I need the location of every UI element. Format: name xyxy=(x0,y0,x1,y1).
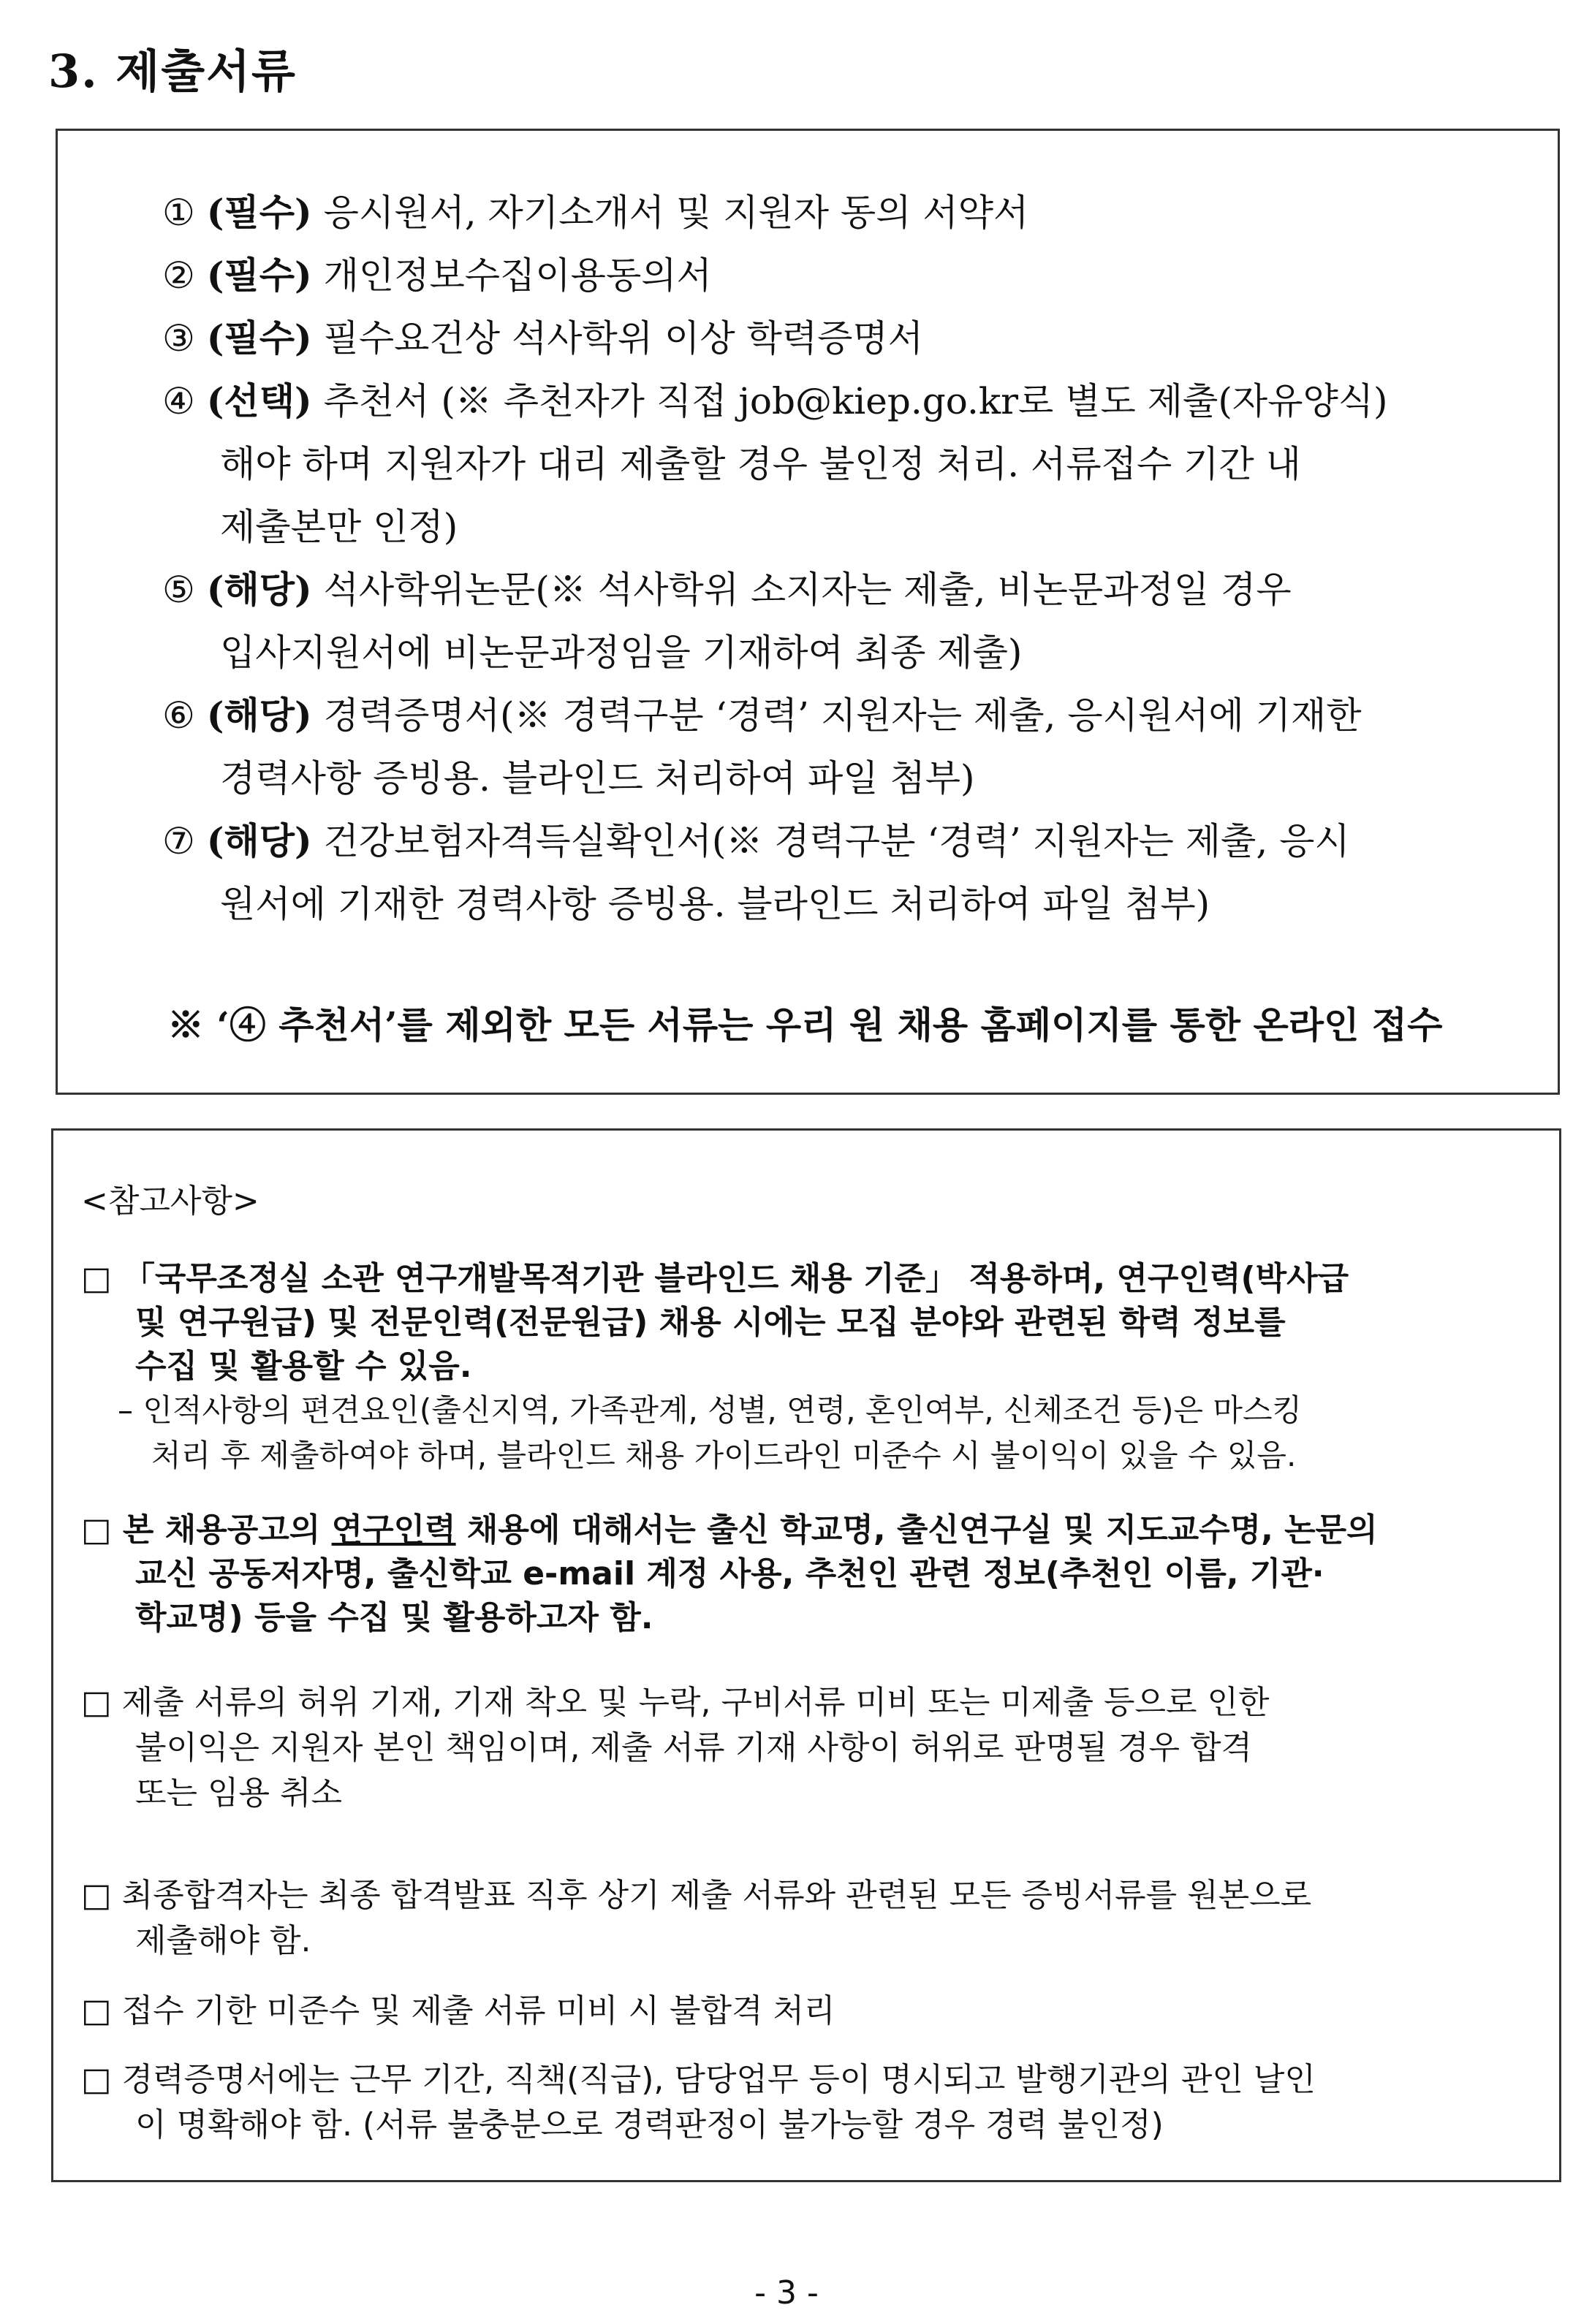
item-text: 석사학위논문(※ 석사학위 소지자는 제출, 비논문과정일 경우 xyxy=(323,569,1292,611)
item-number: ① xyxy=(162,191,195,234)
item-text: 본 채용공고의 xyxy=(122,1511,332,1549)
item-tag: (필수) xyxy=(206,316,312,360)
item-text-continued: 수집 및 활용할 수 있음. xyxy=(135,1348,472,1385)
item-tag: (해당) xyxy=(206,819,312,862)
item-text: 필수요건상 석사학위 이상 학력증명서 xyxy=(323,317,924,360)
reference-item-6 xyxy=(81,2053,1316,2100)
item-text-continued: 제출해야 함. xyxy=(135,1922,311,1959)
document-item-4 xyxy=(162,372,1388,425)
item-text: 채용에 대해서는 출신 학교명, 출신연구실 및 지도교수명, 논문의 xyxy=(455,1511,1378,1549)
item-text-continued: 제출본만 인정) xyxy=(220,506,458,548)
checkbox-bullet: □ xyxy=(81,1877,112,1914)
item-text-continued: 및 연구원급) 및 전문인력(전문원급) 채용 시에는 모집 분야와 관련된 학력 정보를 xyxy=(135,1304,1286,1341)
document-item-3 xyxy=(162,309,923,362)
item-text-continued: 입사지원서에 비논문과정임을 기재하여 최종 제출) xyxy=(220,631,1023,674)
item-text: 제출 서류의 허위 기재, 기재 착오 및 누락, 구비서류 미비 또는 미제출 등으로 인한 xyxy=(121,1684,1270,1721)
item-tag: (필수) xyxy=(206,254,312,297)
item-number: ② xyxy=(162,254,195,297)
reference-item-1 xyxy=(81,1252,1349,1299)
sub-note: – 인적사항의 편견요인(출신지역, 가족관계, 성별, 연령, 혼인여부, 신체조건 등)은 마스킹 xyxy=(118,1392,1303,1428)
reference-item-5 xyxy=(81,1984,835,2031)
sub-note-continued: 처리 후 제출하여야 하며, 블라인드 채용 가이드라인 미준수 시 불이익이 있을 수 있음. xyxy=(151,1438,1297,1473)
checkbox-bullet: □ xyxy=(81,1684,112,1721)
checkbox-bullet: □ xyxy=(81,1992,112,2029)
reference-item-4 xyxy=(81,1869,1311,1915)
item-text: 경력증명서(※ 경력구분 ‘경력’ 지원자는 제출, 응시원서에 기재한 xyxy=(323,694,1362,737)
item-text: 경력증명서에는 근무 기간, 직책(직급), 담당업무 등이 명시되고 발행기관의 관인 날인 xyxy=(121,2061,1316,2098)
item-tag: (해당) xyxy=(206,568,312,611)
underlined-text: 연구인력 xyxy=(331,1511,456,1549)
item-text: 개인정보수집이용동의서 xyxy=(323,254,712,297)
reference-box xyxy=(51,1128,1561,2182)
document-item-5 xyxy=(162,561,1292,613)
document-item-6 xyxy=(162,686,1362,739)
reference-heading: <참고사항> xyxy=(81,1182,259,1220)
checkbox-bullet: □ xyxy=(81,1260,112,1297)
item-text-continued: 교신 공동저자명, 출신학교 e-mail 계정 사용, 추천인 관련 정보(추천인 이름, 기관· xyxy=(135,1555,1324,1592)
reference-item-2 xyxy=(81,1503,1378,1550)
item-text-continued: 해야 하며 지원자가 대리 제출할 경우 불인정 처리. 서류접수 기간 내 xyxy=(220,443,1301,485)
item-text-continued: 학교명) 등을 수집 및 활용하고자 함. xyxy=(135,1599,653,1636)
item-tag: (필수) xyxy=(206,191,312,234)
item-text: 건강보험자격득실확인서(※ 경력구분 ‘경력’ 지원자는 제출, 응시 xyxy=(323,820,1350,862)
item-tag: (해당) xyxy=(206,694,312,737)
item-text: 추천서 (※ 추천자가 직접 job@kiep.go.kr로 별도 제출(자유양식) xyxy=(323,380,1388,422)
section-title: 3. 제출서류 xyxy=(48,45,297,98)
item-number: ⑥ xyxy=(162,694,195,737)
document-item-2 xyxy=(162,246,712,299)
item-number: ③ xyxy=(162,317,195,360)
page-number: - 3 - xyxy=(754,2274,819,2312)
item-text-continued: 불이익은 지원자 본인 책임이며, 제출 서류 기재 사항이 허위로 판명될 경우 합격 xyxy=(135,1729,1252,1766)
item-text-continued: 이 명확해야 함. (서류 불충분으로 경력판정이 불가능할 경우 경력 불인정) xyxy=(135,2106,1164,2143)
item-text: 응시원서, 자기소개서 및 지원자 동의 서약서 xyxy=(323,191,1029,234)
checkbox-bullet: □ xyxy=(81,2061,112,2098)
document-item-1 xyxy=(162,183,1028,236)
item-number: ④ xyxy=(162,380,195,422)
item-text: 「국무조정실 소관 연구개발목적기관 블라인드 채용 기준」 적용하며, 연구인력(박사급 xyxy=(122,1260,1349,1297)
item-number: ⑤ xyxy=(162,569,195,611)
reference-item-3 xyxy=(81,1676,1270,1723)
item-tag: (선택) xyxy=(206,379,312,422)
item-text: 접수 기한 미준수 및 제출 서류 미비 시 불합격 처리 xyxy=(121,1992,835,2029)
item-text: 최종합격자는 최종 합격발표 직후 상기 제출 서류와 관련된 모든 증빙서류를 원본으로 xyxy=(121,1877,1312,1914)
online-submission-note: ※ ‘④ 추천서’를 제외한 모든 서류는 우리 원 채용 홈페이지를 통한 온라인 접수 xyxy=(167,1003,1443,1047)
item-number: ⑦ xyxy=(162,820,195,862)
document-item-7 xyxy=(162,812,1350,865)
checkbox-bullet: □ xyxy=(81,1511,112,1549)
item-text-continued: 또는 임용 취소 xyxy=(135,1774,342,1812)
item-text-continued: 경력사항 증빙용. 블라인드 처리하여 파일 첨부) xyxy=(220,757,975,800)
documents-box xyxy=(56,129,1560,1095)
item-text-continued: 원서에 기재한 경력사항 증빙용. 블라인드 처리하여 파일 첨부) xyxy=(220,883,1210,925)
